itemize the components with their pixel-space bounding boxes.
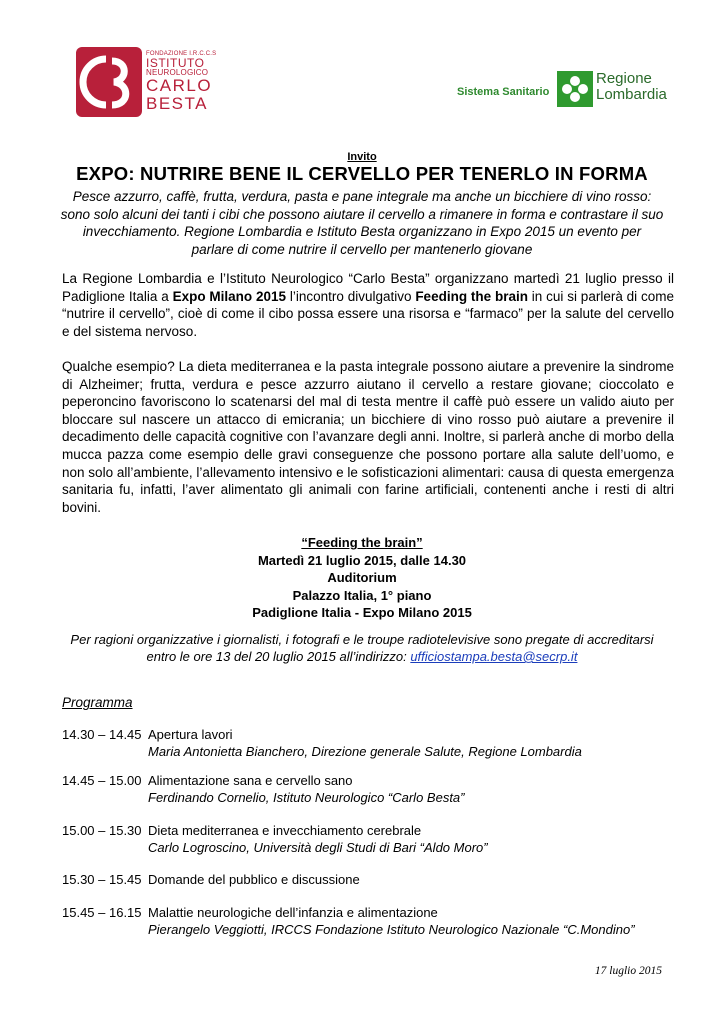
- program-speaker: Carlo Logroscino, Università degli Studi di Bari “Aldo Moro”: [148, 840, 488, 855]
- besta-logo: [76, 47, 221, 119]
- event-building: Palazzo Italia, 1° piano: [292, 587, 432, 603]
- lombardia-rose-icon: [557, 71, 593, 107]
- besta-besta: BESTA: [146, 94, 208, 113]
- document-title: EXPO: NUTRIRE BENE IL CERVELLO PER TENERLO IN FORMA: [76, 163, 648, 184]
- program-item: [62, 904, 682, 938]
- program-time: 15.00 – 15.30: [62, 823, 142, 838]
- intro-paragraph: [62, 270, 674, 340]
- regione-lombardia-name: [596, 71, 667, 103]
- besta-wordmark: [146, 51, 216, 113]
- examples-paragraph: Qualche esempio? La dieta mediterranea e la pasta integrale possono aiutare a prevenire la sindrome di Alzheimer; frutta, verdura e pesce azzurro aiutano il cervello a restare giovane; cioccolato e peperoncino favoriscono lo scatenarsi del mal di testa mentre il caffè può essere un valido aiuto per bloccare sul nascere un attacco di emicrania; un bicchiere di vino rosso può aiutare a prevenire il decadimento delle capacità cognitive con l’avanzare degli anni. Inoltre, si parlerà anche di morbo della mucca pazza come esempio delle gravi conseguenze che possono portare alla salute dell’uomo, e non solo all’ambiente, l’allevamento intensivo e le sofisticazioni alimentari: causa di questa emergenza sanitaria fu, infatti, l’aver alimentato gli animali con farine artificiali, contenenti anche i resti di altri bovini.: [62, 359, 674, 515]
- sistema-sanitario-label: Sistema Sanitario: [457, 86, 550, 98]
- document-subtitle: Pesce azzurro, caffè, frutta, verdura, pasta e pane integrale ma anche un bicchiere di vino rosso: sono solo alcuni dei tanti i cibi che possono aiutare il cervello a rimanere in forma e contrastare il suo invecchiamento. Regione Lombardia e Istituto Besta organizzano in Expo 2015 un evento per parlare di come nutrire il cervello per mantenerlo giovane: [60, 189, 664, 257]
- program-title: Alimentazione sana e cervello sano: [148, 773, 353, 788]
- program-speaker: Pierangelo Veggiotti, IRCCS Fondazione Istituto Neurologico Nazionale “C.Mondino”: [148, 922, 635, 937]
- program-time: 15.45 – 16.15: [62, 905, 142, 920]
- besta-neurologico: NEUROLOGICO: [146, 68, 209, 77]
- besta-carlo: CARLO: [146, 76, 213, 95]
- program-title: Domande del pubblico e discussione: [148, 872, 360, 887]
- program-time: 14.45 – 15.00: [62, 773, 142, 788]
- intro-text-2: l’incontro divulgativo: [286, 288, 416, 304]
- program-title: Malattie neurologiche dell’infanzia e alimentazione: [148, 905, 438, 920]
- program-speaker: Maria Antonietta Bianchero, Direzione generale Salute, Regione Lombardia: [148, 744, 582, 759]
- program-speaker: Ferdinando Cornelio, Istituto Neurologico “Carlo Besta”: [148, 790, 465, 805]
- program-item: [62, 871, 682, 888]
- press-note: [62, 631, 662, 665]
- programma-heading: Programma: [62, 695, 133, 710]
- invito-label: Invito: [347, 151, 377, 163]
- regione-word: Regione: [596, 70, 652, 87]
- press-note-text: Per ragioni organizzative i giornalisti, i fotografi e le troupe radiotelevisive sono pregate di accreditarsi entro le ore 13 del 20 luglio 2015 all’indirizzo:: [70, 632, 654, 664]
- intro-bold-feeding: Feeding the brain: [415, 288, 528, 304]
- program-item: [62, 822, 682, 856]
- besta-fondazione: FONDAZIONE I.R.C.C.S: [146, 51, 217, 57]
- program-time: 14.30 – 14.45: [62, 727, 142, 742]
- intro-text-3: in cui si parlerà di come “nutrire il cervello”, cioè di come il cibo possa essere una risorsa e “farmaco” per la salute del cervello e del sistema nervoso.: [62, 288, 675, 339]
- event-name: “Feeding the brain”: [301, 535, 423, 550]
- program-item: [62, 772, 682, 806]
- event-details: [62, 534, 662, 622]
- event-venue: Padiglione Italia - Expo Milano 2015: [252, 605, 472, 620]
- footer-date: 17 luglio 2015: [594, 965, 662, 977]
- event-room: Auditorium: [327, 570, 397, 585]
- besta-mark-icon: [76, 47, 142, 117]
- program-item: [62, 726, 682, 760]
- program-title: Dieta mediterranea e invecchiamento cerebrale: [148, 823, 422, 838]
- besta-istituto: ISTITUTO: [146, 56, 205, 70]
- program-time: 15.30 – 15.45: [62, 872, 142, 887]
- lombardia-word: Lombardia: [596, 86, 667, 103]
- intro-text-1: La Regione Lombardia e l’Istituto Neurologico “Carlo Besta” organizzano martedì 21 luglio presso il Padiglione Italia a: [62, 271, 674, 304]
- regione-lombardia-logo: [445, 58, 690, 120]
- event-date: Martedì 21 luglio 2015, dalle 14.30: [257, 552, 467, 568]
- intro-bold-expo: Expo Milano 2015: [172, 288, 287, 304]
- program-title: Apertura lavori: [148, 727, 233, 742]
- press-email-link[interactable]: ufficiostampa.besta@secrp.it: [410, 649, 578, 664]
